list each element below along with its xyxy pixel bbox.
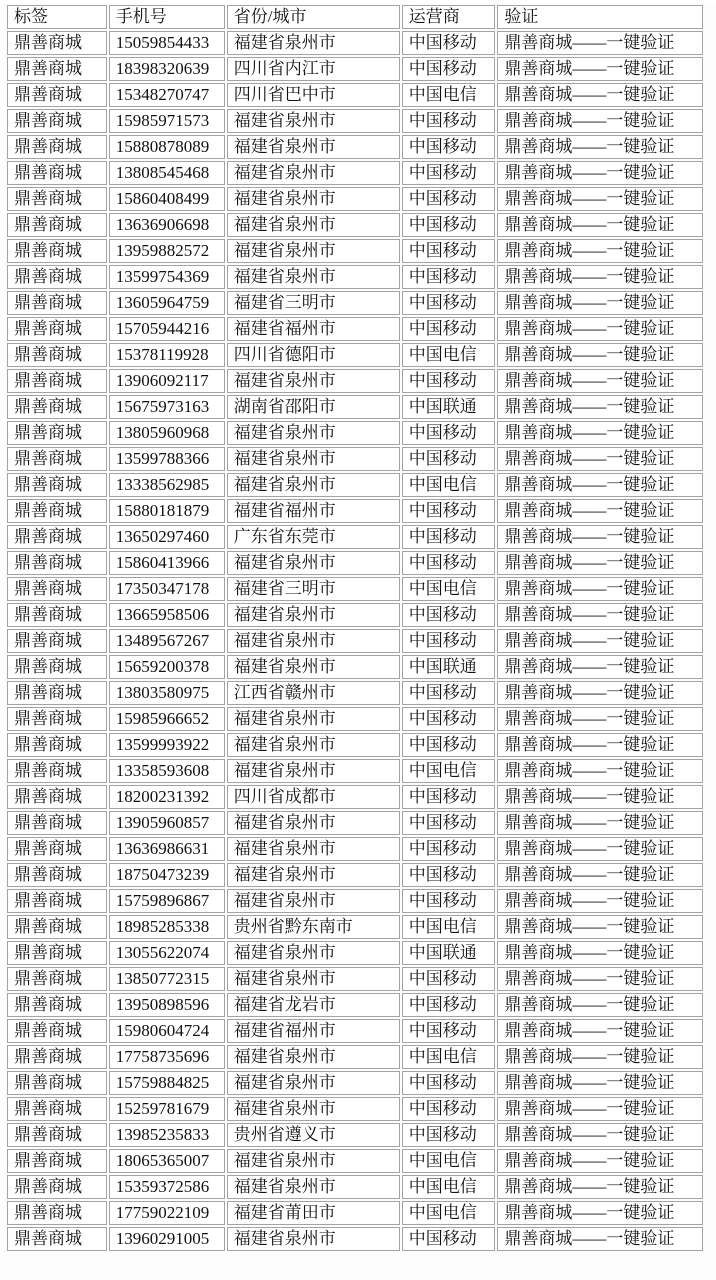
cell-phone: 15059854433 [109,31,225,55]
column-header-label: 标签 [7,5,107,29]
cell-phone: 15348270747 [109,83,225,107]
header-row [7,5,703,29]
cell-verify: 鼎善商城——一键验证 [497,1201,703,1225]
cell-carrier: 中国移动 [402,967,496,991]
cell-carrier: 中国电信 [402,915,496,939]
cell-verify: 鼎善商城——一键验证 [497,1149,703,1173]
cell-region: 福建省泉州市 [227,967,400,991]
cell-region: 福建省泉州市 [227,213,400,237]
cell-phone: 15359372586 [109,1175,225,1199]
cell-label: 鼎善商城 [7,135,107,159]
cell-carrier: 中国移动 [402,161,496,185]
cell-phone: 15378119928 [109,343,225,367]
table-row [7,681,703,705]
cell-carrier: 中国移动 [402,993,496,1017]
cell-region: 四川省巴中市 [227,83,400,107]
cell-label: 鼎善商城 [7,291,107,315]
table-row [7,317,703,341]
column-header-carrier: 运营商 [402,5,496,29]
cell-region: 福建省泉州市 [227,187,400,211]
cell-verify: 鼎善商城——一键验证 [497,681,703,705]
cell-label: 鼎善商城 [7,343,107,367]
cell-label: 鼎善商城 [7,967,107,991]
cell-label: 鼎善商城 [7,421,107,445]
cell-phone: 13338562985 [109,473,225,497]
table-row [7,499,703,523]
cell-verify: 鼎善商城——一键验证 [497,1045,703,1069]
cell-region: 福建省三明市 [227,291,400,315]
cell-region: 福建省泉州市 [227,369,400,393]
cell-region: 福建省泉州市 [227,707,400,731]
cell-carrier: 中国电信 [402,473,496,497]
cell-carrier: 中国移动 [402,291,496,315]
cell-phone: 15860413966 [109,551,225,575]
page [0,3,716,1280]
cell-phone: 15759884825 [109,1071,225,1095]
column-header-phone: 手机号 [109,5,225,29]
cell-region: 福建省泉州市 [227,1227,400,1251]
cell-label: 鼎善商城 [7,1149,107,1173]
cell-carrier: 中国电信 [402,83,496,107]
cell-region: 福建省泉州市 [227,863,400,887]
table-row [7,603,703,627]
cell-label: 鼎善商城 [7,941,107,965]
cell-region: 四川省内江市 [227,57,400,81]
cell-carrier: 中国联通 [402,395,496,419]
cell-label: 鼎善商城 [7,395,107,419]
cell-region: 福建省泉州市 [227,135,400,159]
cell-verify: 鼎善商城——一键验证 [497,1071,703,1095]
table-row [7,109,703,133]
table-row [7,967,703,991]
cell-region: 福建省泉州市 [227,629,400,653]
cell-region: 福建省龙岩市 [227,993,400,1017]
cell-verify: 鼎善商城——一键验证 [497,343,703,367]
cell-carrier: 中国电信 [402,343,496,367]
table-row [7,1227,703,1251]
table-row [7,1149,703,1173]
cell-carrier: 中国移动 [402,265,496,289]
cell-phone: 15705944216 [109,317,225,341]
cell-verify: 鼎善商城——一键验证 [497,265,703,289]
cell-verify: 鼎善商城——一键验证 [497,109,703,133]
cell-region: 福建省泉州市 [227,1097,400,1121]
cell-phone: 15985966652 [109,707,225,731]
cell-label: 鼎善商城 [7,551,107,575]
cell-phone: 13599788366 [109,447,225,471]
cell-label: 鼎善商城 [7,239,107,263]
cell-verify: 鼎善商城——一键验证 [497,213,703,237]
cell-phone: 13905960857 [109,811,225,835]
table-row [7,863,703,887]
cell-label: 鼎善商城 [7,915,107,939]
cell-phone: 15880181879 [109,499,225,523]
cell-region: 福建省泉州市 [227,31,400,55]
cell-label: 鼎善商城 [7,161,107,185]
cell-region: 福建省泉州市 [227,161,400,185]
cell-carrier: 中国移动 [402,629,496,653]
cell-carrier: 中国移动 [402,447,496,471]
cell-region: 福建省泉州市 [227,603,400,627]
cell-verify: 鼎善商城——一键验证 [497,837,703,861]
cell-verify: 鼎善商城——一键验证 [497,915,703,939]
cell-label: 鼎善商城 [7,499,107,523]
cell-phone: 18065365007 [109,1149,225,1173]
cell-label: 鼎善商城 [7,603,107,627]
cell-region: 福建省三明市 [227,577,400,601]
cell-verify: 鼎善商城——一键验证 [497,941,703,965]
table-row [7,707,703,731]
table-row [7,395,703,419]
cell-phone: 18985285338 [109,915,225,939]
table-row [7,1019,703,1043]
cell-phone: 13803580975 [109,681,225,705]
table-row [7,187,703,211]
cell-region: 福建省泉州市 [227,941,400,965]
cell-label: 鼎善商城 [7,31,107,55]
cell-label: 鼎善商城 [7,785,107,809]
cell-carrier: 中国移动 [402,525,496,549]
cell-region: 福建省莆田市 [227,1201,400,1225]
cell-carrier: 中国移动 [402,57,496,81]
cell-verify: 鼎善商城——一键验证 [497,707,703,731]
cell-label: 鼎善商城 [7,1201,107,1225]
cell-verify: 鼎善商城——一键验证 [497,811,703,835]
table-row [7,1175,703,1199]
cell-region: 福建省福州市 [227,1019,400,1043]
table-row [7,1071,703,1095]
cell-phone: 15880878089 [109,135,225,159]
cell-region: 福建省福州市 [227,317,400,341]
cell-region: 福建省泉州市 [227,733,400,757]
cell-phone: 13599754369 [109,265,225,289]
table-row [7,57,703,81]
column-header-verify: 验证 [497,5,703,29]
cell-carrier: 中国移动 [402,213,496,237]
cell-label: 鼎善商城 [7,1227,107,1251]
cell-carrier: 中国移动 [402,1071,496,1095]
cell-verify: 鼎善商城——一键验证 [497,135,703,159]
table-row [7,733,703,757]
cell-carrier: 中国电信 [402,1045,496,1069]
cell-label: 鼎善商城 [7,187,107,211]
cell-carrier: 中国移动 [402,1227,496,1251]
table-body [7,31,703,1251]
cell-carrier: 中国电信 [402,1175,496,1199]
cell-label: 鼎善商城 [7,681,107,705]
cell-verify: 鼎善商城——一键验证 [497,1175,703,1199]
table-row [7,343,703,367]
table-row [7,941,703,965]
cell-label: 鼎善商城 [7,109,107,133]
cell-label: 鼎善商城 [7,577,107,601]
table-row [7,551,703,575]
cell-label: 鼎善商城 [7,707,107,731]
cell-verify: 鼎善商城——一键验证 [497,395,703,419]
table-row [7,993,703,1017]
cell-verify: 鼎善商城——一键验证 [497,629,703,653]
table-row [7,577,703,601]
cell-verify: 鼎善商城——一键验证 [497,317,703,341]
cell-region: 福建省泉州市 [227,421,400,445]
cell-phone: 15259781679 [109,1097,225,1121]
cell-region: 广东省东莞市 [227,525,400,549]
cell-verify: 鼎善商城——一键验证 [497,1097,703,1121]
cell-phone: 13636906698 [109,213,225,237]
cell-verify: 鼎善商城——一键验证 [497,967,703,991]
cell-carrier: 中国移动 [402,317,496,341]
cell-region: 福建省泉州市 [227,837,400,861]
cell-phone: 15759896867 [109,889,225,913]
cell-verify: 鼎善商城——一键验证 [497,733,703,757]
cell-label: 鼎善商城 [7,993,107,1017]
cell-phone: 13906092117 [109,369,225,393]
cell-phone: 13650297460 [109,525,225,549]
cell-phone: 13636986631 [109,837,225,861]
table-row [7,421,703,445]
cell-verify: 鼎善商城——一键验证 [497,57,703,81]
cell-verify: 鼎善商城——一键验证 [497,655,703,679]
cell-region: 贵州省黔东南市 [227,915,400,939]
cell-label: 鼎善商城 [7,369,107,393]
table-row [7,135,703,159]
table-row [7,369,703,393]
cell-carrier: 中国移动 [402,239,496,263]
cell-phone: 13808545468 [109,161,225,185]
cell-phone: 18200231392 [109,785,225,809]
table-row [7,83,703,107]
table-row [7,655,703,679]
cell-carrier: 中国移动 [402,369,496,393]
table-row [7,915,703,939]
cell-region: 福建省泉州市 [227,759,400,783]
cell-carrier: 中国移动 [402,785,496,809]
cell-label: 鼎善商城 [7,1123,107,1147]
cell-region: 福建省泉州市 [227,265,400,289]
cell-verify: 鼎善商城——一键验证 [497,499,703,523]
table-row [7,1123,703,1147]
cell-label: 鼎善商城 [7,733,107,757]
table-row [7,447,703,471]
cell-verify: 鼎善商城——一键验证 [497,785,703,809]
cell-label: 鼎善商城 [7,1019,107,1043]
cell-region: 福建省泉州市 [227,1149,400,1173]
cell-verify: 鼎善商城——一键验证 [497,239,703,263]
cell-label: 鼎善商城 [7,473,107,497]
cell-label: 鼎善商城 [7,447,107,471]
cell-phone: 15675973163 [109,395,225,419]
table-row [7,213,703,237]
cell-verify: 鼎善商城——一键验证 [497,421,703,445]
cell-label: 鼎善商城 [7,863,107,887]
cell-verify: 鼎善商城——一键验证 [497,31,703,55]
cell-carrier: 中国移动 [402,421,496,445]
table-row [7,473,703,497]
table-row [7,161,703,185]
table-row [7,265,703,289]
cell-carrier: 中国移动 [402,889,496,913]
table-row [7,889,703,913]
cell-carrier: 中国电信 [402,759,496,783]
cell-region: 四川省成都市 [227,785,400,809]
cell-region: 福建省泉州市 [227,109,400,133]
cell-verify: 鼎善商城——一键验证 [497,551,703,575]
table-row [7,31,703,55]
cell-phone: 13985235833 [109,1123,225,1147]
cell-carrier: 中国联通 [402,941,496,965]
cell-label: 鼎善商城 [7,837,107,861]
cell-verify: 鼎善商城——一键验证 [497,369,703,393]
cell-label: 鼎善商城 [7,265,107,289]
cell-phone: 13960291005 [109,1227,225,1251]
table-row [7,785,703,809]
cell-label: 鼎善商城 [7,1097,107,1121]
cell-phone: 15860408499 [109,187,225,211]
cell-region: 四川省德阳市 [227,343,400,367]
cell-phone: 13959882572 [109,239,225,263]
cell-verify: 鼎善商城——一键验证 [497,603,703,627]
table-row [7,629,703,653]
cell-carrier: 中国电信 [402,1201,496,1225]
cell-verify: 鼎善商城——一键验证 [497,759,703,783]
cell-phone: 15980604724 [109,1019,225,1043]
cell-verify: 鼎善商城——一键验证 [497,889,703,913]
cell-verify: 鼎善商城——一键验证 [497,161,703,185]
table-row [7,1201,703,1225]
cell-verify: 鼎善商城——一键验证 [497,1019,703,1043]
cell-label: 鼎善商城 [7,629,107,653]
cell-carrier: 中国移动 [402,733,496,757]
cell-label: 鼎善商城 [7,655,107,679]
cell-region: 福建省泉州市 [227,655,400,679]
cell-carrier: 中国移动 [402,811,496,835]
cell-region: 福建省福州市 [227,499,400,523]
cell-carrier: 中国移动 [402,681,496,705]
cell-verify: 鼎善商城——一键验证 [497,577,703,601]
table-row [7,291,703,315]
cell-region: 福建省泉州市 [227,473,400,497]
cell-verify: 鼎善商城——一键验证 [497,447,703,471]
cell-phone: 13489567267 [109,629,225,653]
cell-carrier: 中国移动 [402,109,496,133]
cell-phone: 15659200378 [109,655,225,679]
cell-region: 福建省泉州市 [227,1175,400,1199]
cell-verify: 鼎善商城——一键验证 [497,83,703,107]
cell-verify: 鼎善商城——一键验证 [497,291,703,315]
cell-region: 江西省赣州市 [227,681,400,705]
cell-carrier: 中国移动 [402,499,496,523]
cell-region: 福建省泉州市 [227,889,400,913]
cell-phone: 18398320639 [109,57,225,81]
table-row [7,525,703,549]
cell-carrier: 中国移动 [402,603,496,627]
cell-region: 福建省泉州市 [227,811,400,835]
cell-phone: 13850772315 [109,967,225,991]
table-row [7,837,703,861]
cell-phone: 13055622074 [109,941,225,965]
cell-carrier: 中国电信 [402,1149,496,1173]
cell-carrier: 中国移动 [402,1123,496,1147]
cell-region: 福建省泉州市 [227,1071,400,1095]
cell-label: 鼎善商城 [7,811,107,835]
cell-region: 福建省泉州市 [227,239,400,263]
cell-label: 鼎善商城 [7,525,107,549]
cell-phone: 18750473239 [109,863,225,887]
cell-verify: 鼎善商城——一键验证 [497,993,703,1017]
cell-carrier: 中国联通 [402,655,496,679]
cell-phone: 17758735696 [109,1045,225,1069]
cell-carrier: 中国移动 [402,707,496,731]
cell-carrier: 中国移动 [402,1019,496,1043]
column-header-region: 省份/城市 [227,5,400,29]
cell-carrier: 中国电信 [402,577,496,601]
cell-phone: 17350347178 [109,577,225,601]
cell-region: 福建省泉州市 [227,1045,400,1069]
cell-phone: 13358593608 [109,759,225,783]
cell-verify: 鼎善商城——一键验证 [497,863,703,887]
table-row [7,1045,703,1069]
table-row [7,239,703,263]
cell-label: 鼎善商城 [7,889,107,913]
cell-region: 福建省泉州市 [227,447,400,471]
table-row [7,759,703,783]
cell-region: 贵州省遵义市 [227,1123,400,1147]
cell-carrier: 中国移动 [402,31,496,55]
cell-phone: 15985971573 [109,109,225,133]
cell-carrier: 中国移动 [402,837,496,861]
cell-carrier: 中国移动 [402,551,496,575]
table-row [7,1097,703,1121]
cell-phone: 13665958506 [109,603,225,627]
cell-label: 鼎善商城 [7,1045,107,1069]
cell-label: 鼎善商城 [7,759,107,783]
cell-verify: 鼎善商城——一键验证 [497,187,703,211]
table-row [7,811,703,835]
cell-phone: 13605964759 [109,291,225,315]
cell-carrier: 中国移动 [402,863,496,887]
cell-label: 鼎善商城 [7,213,107,237]
cell-phone: 13950898596 [109,993,225,1017]
cell-carrier: 中国移动 [402,187,496,211]
cell-verify: 鼎善商城——一键验证 [497,1227,703,1251]
cell-phone: 13599993922 [109,733,225,757]
cell-label: 鼎善商城 [7,1175,107,1199]
cell-verify: 鼎善商城——一键验证 [497,1123,703,1147]
cell-region: 福建省泉州市 [227,551,400,575]
cell-region: 湖南省邵阳市 [227,395,400,419]
cell-label: 鼎善商城 [7,83,107,107]
cell-verify: 鼎善商城——一键验证 [497,473,703,497]
cell-phone: 17759022109 [109,1201,225,1225]
phone-verification-table [5,3,705,1253]
cell-carrier: 中国移动 [402,1097,496,1121]
cell-label: 鼎善商城 [7,317,107,341]
cell-verify: 鼎善商城——一键验证 [497,525,703,549]
cell-label: 鼎善商城 [7,1071,107,1095]
cell-carrier: 中国移动 [402,135,496,159]
cell-phone: 13805960968 [109,421,225,445]
cell-label: 鼎善商城 [7,57,107,81]
